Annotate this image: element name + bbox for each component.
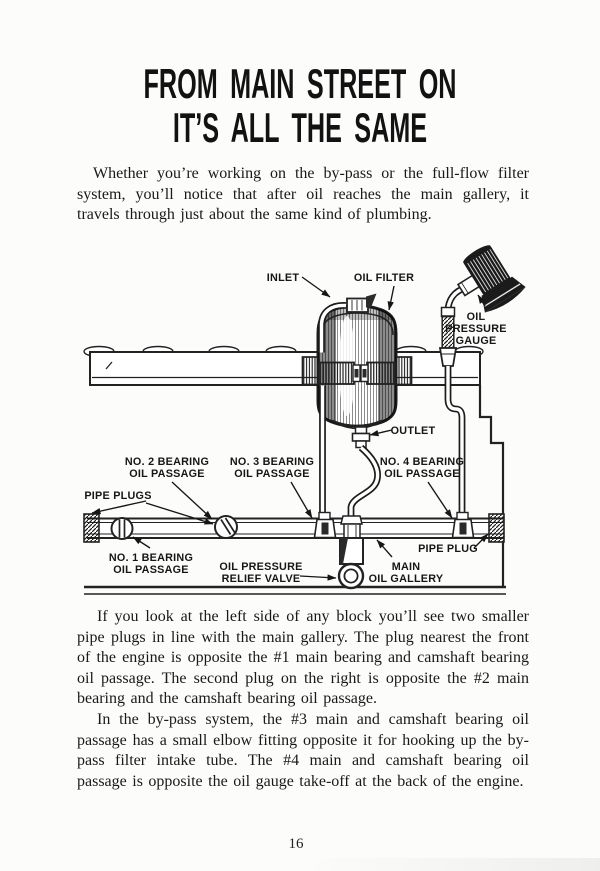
leader-oil-filter (389, 286, 394, 310)
oil-pressure-gauge-figure (448, 238, 528, 320)
gauge-line-block-fitting (440, 348, 456, 366)
gallery-end-plug-right (489, 514, 504, 542)
label-gauge-2: PRESSURE (445, 323, 507, 335)
pipe-plug-no1 (112, 518, 133, 539)
body-text (77, 607, 529, 792)
leader-relief-valve (300, 576, 336, 578)
filter-cap-spout (366, 294, 377, 308)
label-no1-2: OIL PASSAGE (113, 564, 189, 576)
page-number: 16 (288, 836, 304, 852)
label-no1-1: NO. 1 BEARING (108, 552, 194, 564)
leader-inlet (302, 277, 330, 297)
label-gallery-2: OIL GALLERY (368, 573, 444, 585)
outlet-s-tube (351, 448, 378, 517)
label-gauge-1: OIL (466, 311, 486, 323)
filter-top-cap (347, 299, 368, 313)
label-pipe-plug: PIPE PLUG (418, 543, 478, 555)
label-relief-2: RELIEF VALVE (221, 573, 301, 585)
outlet-fitting (353, 427, 370, 448)
label-outlet: OUTLET (390, 425, 436, 437)
no4-passage-fitting (453, 513, 474, 538)
label-gallery-1: MAIN (391, 561, 421, 573)
gauge-takeoff-down-tube (448, 366, 462, 513)
body-paragraph-1: If you look at the left side of any block you’ll see two smaller pipe plugs in line with the main gallery. The plug nearest the front of the engine is opposite the #1 main bearing and camshaft bearing oil passage. The second plug on the right is opposite the #2 main bearing and the camshaft bearing oil passage. (77, 608, 529, 708)
label-inlet: INLET (266, 272, 300, 284)
intro-paragraph: Whether you’re working on the by-pass or the full-flow filter system, you’ll notice that after oil reaches the main gallery, it travels through just about the same kind of plumbing. (77, 165, 529, 224)
block-right-profile (480, 385, 503, 587)
main-oil-gallery (84, 514, 504, 542)
label-pipe-plugs: PIPE PLUGS (84, 490, 152, 502)
leader-pipe-plugs-a (92, 501, 146, 513)
block-top-rail (90, 352, 480, 385)
strap-bolt-left (355, 369, 359, 378)
oil-filter (303, 294, 412, 429)
label-oil-filter: OIL FILTER (353, 272, 415, 284)
strap-bolt-right (363, 369, 367, 378)
pipe-plug-no2 (215, 516, 237, 538)
label-no4-2: OIL PASSAGE (384, 468, 460, 480)
title-line-2: IT’S ALL THE SAME (172, 103, 428, 151)
scan-shading (300, 858, 600, 871)
leader-no4 (428, 482, 452, 518)
label-no2-1: NO. 2 BEARING (124, 456, 210, 468)
leader-outlet (370, 430, 392, 435)
body-paragraph-2: In the by-pass system, the #3 main and camshaft bearing oil passage has a small elbow fitting opposite it for hooking up the by-pass filter intake tube. The #4 main and camshaft bearing oil passage is opposite the oil gauge take-off at the back of the engine. (77, 710, 529, 790)
label-no3-2: OIL PASSAGE (234, 468, 310, 480)
label-gauge-3: GAUGE (455, 335, 497, 347)
label-no4-1: NO. 4 BEARING (379, 456, 465, 468)
title-line-1: FROM MAIN STREET ON (143, 60, 457, 107)
tube-fitting (442, 308, 455, 317)
label-no3-1: NO. 3 BEARING (229, 456, 315, 468)
filter-mount-strap (319, 363, 395, 385)
no3-passage-fitting (315, 513, 336, 538)
leader-main-gallery (377, 540, 392, 557)
leader-no3 (291, 482, 312, 518)
label-no2-2: OIL PASSAGE (129, 468, 205, 480)
label-relief-1: OIL PRESSURE (219, 561, 303, 573)
gallery-end-plug-left (84, 514, 99, 542)
